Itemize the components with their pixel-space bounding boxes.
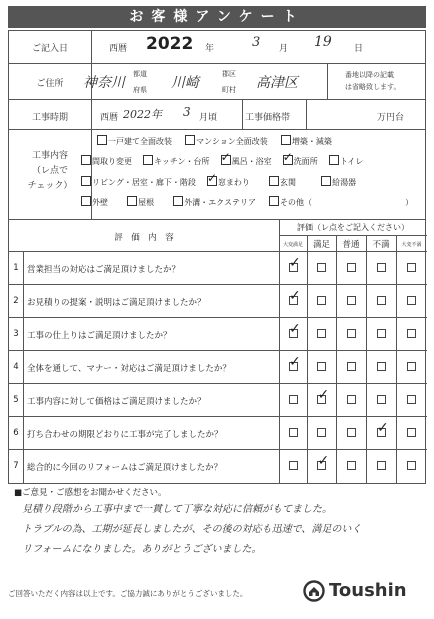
work-option-label: 外溝・エクステリア: [184, 198, 256, 207]
table-row: [9, 416, 427, 449]
rating-checkbox[interactable]: [407, 263, 416, 272]
checkbox[interactable]: [281, 135, 291, 145]
work-option[interactable]: [81, 157, 132, 166]
question-text: お見積りの提案・説明はご満足頂けましたか？: [27, 298, 206, 308]
rating-checkbox[interactable]: [317, 296, 326, 305]
check-mark-icon: ✓: [289, 354, 301, 370]
work-option-label: 一戸建て全面改装: [108, 137, 172, 146]
checkbox[interactable]: [143, 155, 153, 165]
work-label: [9, 149, 91, 194]
evaluation-table: [9, 219, 427, 483]
work-option-label: 洗面所: [293, 157, 318, 166]
rating-checkbox[interactable]: [407, 395, 416, 404]
work-option[interactable]: [173, 198, 256, 207]
check-mark-icon: ✓: [317, 387, 330, 403]
checkbox[interactable]: [185, 135, 195, 145]
comment-line: トラブルの為、工期が延長しましたが、その後の対応も迅速で、満足のいく: [22, 524, 362, 535]
question-number: 6: [13, 428, 19, 438]
work-option-label: リビング・居室・廊下・階段: [92, 178, 196, 187]
rating-checkbox[interactable]: [407, 362, 416, 371]
work-row-4: [81, 196, 413, 208]
scale-label: 大変満足: [282, 242, 303, 248]
checkbox[interactable]: [81, 155, 91, 165]
rating-checkbox[interactable]: [289, 395, 298, 404]
check-mark-icon: ✓: [289, 255, 301, 271]
question-number: 2: [13, 296, 19, 306]
checkbox[interactable]: [97, 135, 107, 145]
work-option-label: マンション全面改装: [196, 137, 268, 146]
question-number: 4: [13, 362, 19, 372]
period-year[interactable]: 2022年: [123, 108, 162, 121]
rating-checkbox[interactable]: [317, 329, 326, 338]
month-unit: 月: [279, 44, 289, 54]
work-option[interactable]: [221, 157, 272, 166]
question-text: 全体を通して、マナー・対応はご満足頂けましたか？: [27, 364, 231, 374]
date-year[interactable]: 2022: [146, 34, 194, 54]
table-row: [9, 284, 427, 317]
checkbox[interactable]: [269, 196, 279, 206]
work-option-label: 風呂・浴室: [231, 157, 272, 166]
work-option[interactable]: [283, 157, 318, 166]
rating-checkbox[interactable]: [407, 428, 416, 437]
checkbox[interactable]: [321, 176, 331, 186]
pref-option-todo: 都道: [133, 70, 147, 78]
address-prefecture[interactable]: 神奈川: [83, 75, 125, 91]
checkbox[interactable]: [329, 155, 339, 165]
question-text: 総合的に今回のリフォームはご満足頂けましたか？: [27, 463, 223, 473]
period-month-unit: 月頃: [199, 113, 218, 123]
checkbox[interactable]: [269, 176, 279, 186]
question-text: 打ち合わせの期限どおりに工事が完了しましたか？: [27, 430, 223, 440]
rating-checkbox[interactable]: [289, 461, 298, 470]
form-title: お客様アンケート: [8, 6, 426, 28]
work-option[interactable]: [127, 198, 154, 207]
pref-option-fuken: 府県: [133, 86, 147, 94]
question-text: 営業担当の対応はご満足頂けましたか？: [27, 265, 181, 275]
ward-option-gunku: 郡区: [222, 70, 236, 78]
work-label-line1: 工事内容: [31, 151, 68, 161]
table-row: [9, 317, 427, 350]
day-unit: 日: [354, 44, 364, 54]
work-option-label: その他（: [280, 198, 313, 207]
rating-checkbox[interactable]: [347, 362, 356, 371]
work-option[interactable]: [97, 137, 172, 146]
checkbox[interactable]: [221, 155, 231, 165]
scale-label: 普通: [342, 240, 360, 250]
checkbox[interactable]: [173, 196, 183, 206]
checkbox[interactable]: [81, 196, 91, 206]
work-option-label: 間取り変更: [92, 157, 132, 166]
date-month[interactable]: 3: [252, 35, 261, 50]
rating-checkbox[interactable]: [317, 263, 326, 272]
work-option[interactable]: [269, 178, 296, 187]
rating-checkbox[interactable]: [377, 395, 386, 404]
work-option-label: キッチン・台所: [154, 157, 210, 166]
price-unit: 万円台: [377, 113, 405, 123]
work-option[interactable]: [329, 157, 364, 166]
rating-checkbox[interactable]: [347, 395, 356, 404]
rating-checkbox[interactable]: [347, 296, 356, 305]
question-number: 1: [13, 263, 19, 273]
work-option-label: 玄関: [280, 178, 297, 187]
items-header: 評 価 内 容: [114, 233, 174, 243]
check-mark-icon: ✓: [317, 453, 330, 469]
work-option-label: 屋根: [138, 198, 155, 207]
checkbox[interactable]: [127, 196, 137, 206]
rating-checkbox[interactable]: [407, 296, 416, 305]
date-label: ご記入日: [31, 44, 68, 54]
rating-checkbox[interactable]: [317, 428, 326, 437]
period-month[interactable]: 3: [183, 105, 191, 119]
rating-header: 評価（レ点をご記入ください）: [297, 223, 409, 232]
work-option-label: トイレ: [339, 157, 364, 166]
toushin-logo-icon: [303, 580, 325, 602]
work-row-3: [81, 176, 356, 188]
question-number: 7: [13, 461, 19, 471]
rating-checkbox[interactable]: [347, 329, 356, 338]
work-option-label: 窓まわり: [217, 178, 250, 187]
work-option[interactable]: [269, 198, 312, 207]
rating-checkbox[interactable]: [377, 362, 386, 371]
work-option[interactable]: [207, 178, 250, 187]
work-option[interactable]: [281, 137, 332, 146]
work-row-1: [97, 135, 332, 147]
checkbox[interactable]: [81, 176, 91, 186]
work-option-label: 給湯器: [332, 178, 357, 187]
comment-line: 見積り段階から工事中まで一貫して丁寧な対応に信頼がもてました。: [22, 504, 332, 515]
check-mark-icon: ✓: [289, 288, 301, 304]
rating-checkbox[interactable]: [289, 428, 298, 437]
period-label: 工事時期: [31, 113, 68, 123]
rating-checkbox[interactable]: [407, 329, 416, 338]
table-row: [9, 350, 427, 383]
scale-label: 不満: [372, 240, 390, 250]
scale-label: 満足: [312, 240, 330, 250]
question-number: 5: [13, 395, 19, 405]
address-note-1: 番地以降の記載: [345, 71, 394, 79]
scale-label: 大変不満: [401, 242, 422, 248]
work-option-label: 外壁: [92, 198, 108, 207]
work-label-line2: （レ点で: [31, 166, 68, 176]
date-day[interactable]: 19: [314, 34, 332, 50]
address-note-2: は省略致します。: [345, 83, 401, 91]
rating-checkbox[interactable]: [347, 428, 356, 437]
rating-checkbox[interactable]: [317, 362, 326, 371]
rating-checkbox[interactable]: [377, 461, 386, 470]
work-option[interactable]: [81, 178, 196, 187]
work-option[interactable]: [321, 178, 356, 187]
comments-label: ■ご意見・ご感想をお聞かせください。: [14, 488, 167, 498]
work-option[interactable]: [185, 137, 268, 146]
checkbox[interactable]: [207, 176, 217, 186]
work-row-2: [81, 155, 363, 167]
rating-checkbox[interactable]: [377, 296, 386, 305]
rating-checkbox[interactable]: [407, 461, 416, 470]
address-city[interactable]: 川崎: [171, 75, 199, 91]
question-text: 工事の仕上りはご満足頂けましたか？: [27, 331, 172, 341]
comment-line: リフォームになりました。ありがとうございました。: [22, 544, 262, 555]
address-label: ご住所: [36, 79, 64, 89]
footer-note: ご回答いただく内容は以上です。ご協力誠にありがとうございました。: [8, 589, 248, 598]
divider: [279, 235, 427, 236]
table-row: [9, 449, 427, 482]
table-row: [9, 251, 427, 284]
work-option[interactable]: [81, 198, 108, 207]
check-mark-icon: ✓: [377, 420, 389, 436]
year-unit: 年: [205, 44, 215, 54]
work-option-label: 増築・減築: [291, 137, 332, 146]
other-close-paren: ）: [405, 198, 414, 207]
brand-name: Toushin: [329, 580, 407, 601]
survey-form: [8, 30, 426, 484]
table-row: [9, 383, 427, 416]
price-range-label: 工事価格帯: [245, 113, 291, 123]
period-era: 西暦: [100, 113, 119, 123]
rating-checkbox[interactable]: [377, 329, 386, 338]
ward-option-chouson: 町村: [222, 86, 236, 94]
question-number: 3: [13, 329, 19, 339]
work-option[interactable]: [143, 157, 209, 166]
check-mark-icon: ✓: [289, 321, 301, 337]
address-ward[interactable]: 高津区: [256, 75, 298, 91]
rating-checkbox[interactable]: [347, 461, 356, 470]
checkbox[interactable]: [283, 155, 293, 165]
date-era: 西暦: [109, 44, 128, 54]
work-label-line3: チェック）: [27, 181, 73, 191]
comments-area[interactable]: [22, 500, 361, 560]
question-text: 工事内容に対して価格はご満足頂けましたか？: [27, 397, 206, 407]
rating-checkbox[interactable]: [347, 263, 356, 272]
rating-checkbox[interactable]: [377, 263, 386, 272]
